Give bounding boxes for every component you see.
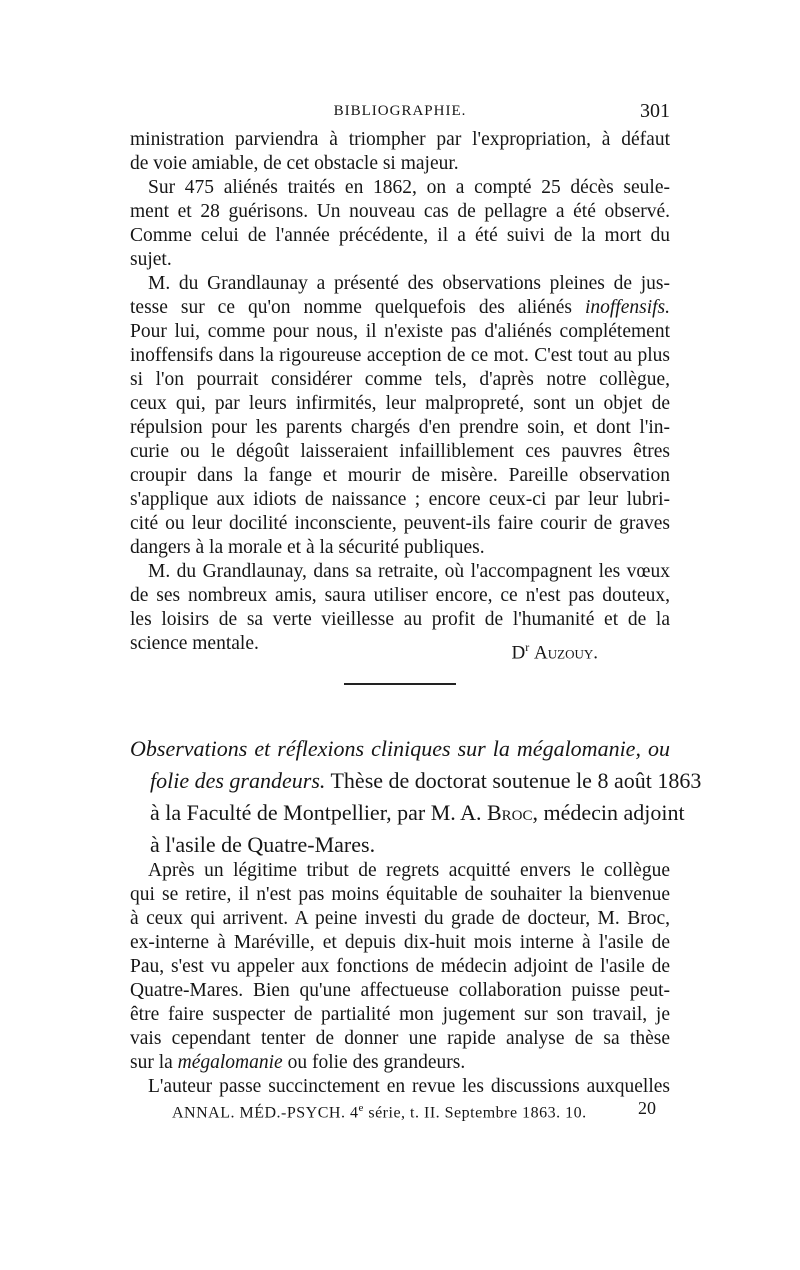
- text-line: [130, 296, 670, 320]
- italic-term: inoffensifs.: [584, 297, 670, 318]
- title-segment: Thèse de doctorat soutenue le 8 août 1863: [325, 768, 702, 793]
- footer-journal: [172, 1096, 587, 1125]
- text-line: de ses nombreux amis, saura utiliser encore, ce n'est pas douteux,: [130, 585, 670, 606]
- text-line: ex-interne à Maréville, et depuis dix-huit mois interne à l'asile de: [130, 932, 670, 953]
- text-line: ceux qui, par leurs infirmités, leur malpropreté, sont un objet de: [130, 393, 670, 414]
- text-line: L'auteur passe succinctement en revue les discussions auxquelles: [148, 1076, 670, 1097]
- text-line: cité ou leur docilité inconsciente, peuvent-ils faire courir de graves: [130, 513, 670, 534]
- text-line: M. du Grandlaunay, dans sa retraite, où l'accompagnent les vœux: [148, 561, 670, 582]
- text-line: répulsion pour les parents chargés d'en prendre soin, et dont l'in-: [130, 417, 670, 438]
- text-line: à ceux qui arrivent. A peine investi du grade de docteur, M. Broc,: [130, 908, 670, 929]
- text-segment: ou folie des grandeurs.: [282, 1052, 466, 1073]
- text-line: s'applique aux idiots de naissance ; encore ceux-ci par leur lubri-: [130, 489, 670, 510]
- text-line: ministration parviendra à triompher par l'expropriation, à défaut: [130, 129, 670, 150]
- running-head: [130, 100, 670, 126]
- text-line: inoffensifs dans la rigoureuse acception de ce mot. C'est tout au plus: [130, 345, 670, 366]
- journal-abbrev: ANNAL. MÉD.-PSYCH.: [172, 1104, 346, 1122]
- title-segment: , médecin adjoint: [532, 800, 685, 825]
- title-segment: à la Faculté de Montpellier, par M. A.: [150, 800, 487, 825]
- review-title: [130, 733, 702, 861]
- text-line: être faire suspecter de partialité mon jugement sur son travail, je: [130, 1004, 670, 1025]
- series-number: 4: [349, 1104, 359, 1122]
- page-footer: [130, 1096, 670, 1120]
- section-divider: [344, 683, 456, 685]
- signature: [130, 634, 598, 664]
- title-line: [130, 765, 702, 797]
- text-line: Pau, s'est vu appeler aux fonctions de médecin adjoint de l'asile de: [130, 956, 670, 977]
- text-line: qui se retire, il n'est pas moins équitable de souhaiter la bienvenue: [130, 884, 670, 905]
- page-number: 301: [640, 100, 670, 122]
- title-line: [130, 797, 685, 829]
- text-line: [130, 1051, 670, 1075]
- series-superscript: e: [358, 1102, 364, 1114]
- signature-prefix: D: [511, 642, 526, 664]
- text-line: vais cependant tenter de donner une rapide analyse de sa thèse: [130, 1028, 670, 1049]
- author-name: Broc: [486, 800, 533, 825]
- text-segment: sur la: [130, 1052, 178, 1073]
- signature-superscript: r: [525, 640, 530, 654]
- text-line: de voie amiable, de cet obstacle si majeur.: [130, 153, 459, 174]
- italic-term: mégalomanie: [177, 1052, 283, 1073]
- section-broc-review: [130, 859, 670, 1099]
- signature-mark: 20: [638, 1098, 656, 1118]
- text-line: Comme celui de l'année précédente, il a été suivi de la mort du: [130, 225, 670, 246]
- title-italic: folie des grandeurs.: [150, 768, 326, 793]
- signature-name: Auzouy.: [534, 642, 598, 664]
- text-line: curie ou le dégoût laisseraient infailliblement ces pauvres êtres: [130, 441, 670, 462]
- text-line: science mentale.: [130, 633, 259, 654]
- running-head-title: BIBLIOGRAPHIE.: [333, 103, 467, 119]
- text-line: dangers à la morale et à la sécurité publiques.: [130, 537, 485, 558]
- title-line: Observations et réflexions cliniques sur la mégalomanie, ou: [130, 736, 670, 761]
- text-line: Après un légitime tribut de regrets acquitté envers le collègue: [148, 860, 670, 881]
- text-line: si l'on pourrait considérer comme tels, d'après notre collègue,: [130, 369, 670, 390]
- section-grandlaunay: [130, 128, 670, 656]
- text-line: croupir dans la fange et mourir de misère. Pareille observation: [130, 465, 670, 486]
- text-line: ment et 28 guérisons. Un nouveau cas de pellagre a été observé.: [130, 201, 670, 222]
- text-line: Pour lui, comme pour nous, il n'existe pas d'aliénés complétement: [130, 321, 670, 342]
- series-details: série, t. II. Septembre 1863. 10.: [363, 1104, 587, 1122]
- text-line: sujet.: [130, 249, 172, 270]
- title-line: à l'asile de Quatre-Mares.: [150, 832, 376, 857]
- text-line: Sur 475 aliénés traités en 1862, on a compté 25 décès seule-: [148, 177, 670, 198]
- text-line: les loisirs de sa verte vieillesse au profit de l'humanité et de la: [130, 609, 670, 630]
- text-segment: tesse sur ce qu'on nomme quelquefois des aliénés: [130, 297, 585, 318]
- text-line: M. du Grandlaunay a présenté des observations pleines de jus-: [148, 273, 670, 294]
- text-line: Quatre-Mares. Bien qu'une affectueuse collaboration puisse peut-: [130, 980, 670, 1001]
